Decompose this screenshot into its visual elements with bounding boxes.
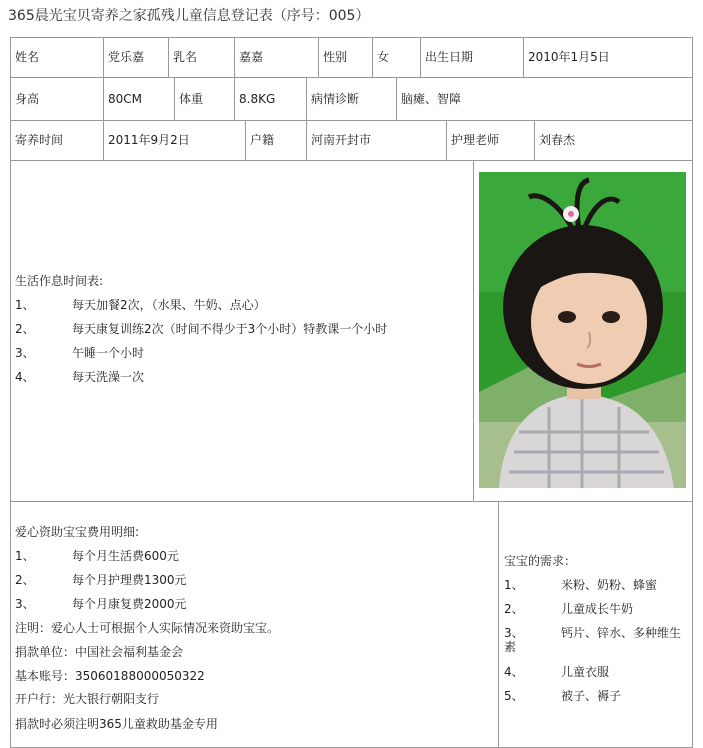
nurse-label: 护理老师: [451, 133, 500, 147]
bank-name: 开户行：光大银行朝阳支行: [15, 692, 160, 706]
weight-label: 体重: [179, 91, 204, 106]
list-text: 午睡一个小时: [72, 346, 145, 360]
list-text: 米粉、奶粉、蜂蜜: [561, 578, 658, 592]
list-number: 1、: [15, 549, 35, 563]
birth-date-label: 出生日期: [425, 50, 474, 64]
diagnosis-label: 病情诊断: [311, 91, 360, 106]
name-label: 姓名: [15, 50, 40, 64]
list-number: 2、: [15, 322, 35, 336]
nurse-value: 刘春杰: [539, 133, 576, 147]
list-text: 被子、褥子: [561, 689, 622, 703]
list-text: 每天洗澡一次: [72, 370, 145, 384]
nickname-label: 乳名: [173, 50, 198, 64]
list-number: 4、: [15, 370, 35, 384]
schedule-list: [15, 298, 465, 394]
weight-value: 8.8KG: [239, 91, 276, 106]
list-number: 4、: [504, 665, 524, 679]
list-number: 2、: [15, 573, 35, 587]
donation-recipient: 捐款单位：中国社会福利基金会: [15, 645, 184, 659]
list-number: 3、: [15, 346, 35, 360]
foster-date-value: 2011年9月2日: [108, 133, 190, 147]
funding-list: [15, 549, 485, 621]
funding-note: 注明：爱心人士可根据个人实际情况来资助宝宝。: [15, 621, 280, 635]
list-number: 3、: [504, 626, 524, 640]
nickname-value: 嘉嘉: [239, 50, 264, 64]
list-number: 5、: [504, 689, 524, 703]
list-text: 每天康复训练2次（时间不得少于3个小时）特教课一个小时: [72, 322, 388, 336]
height-label: 身高: [15, 91, 40, 106]
needs-list: [504, 578, 689, 708]
page-title: 365晨光宝贝寄养之家孤残儿童信息登记表（序号：005）: [8, 8, 370, 24]
list-text: 儿童成长牛奶: [561, 602, 634, 616]
list-text: 每个月护理费1300元: [72, 573, 187, 587]
list-text: 每个月生活费600元: [72, 549, 179, 563]
child-portrait-illustration: [479, 172, 686, 488]
schedule-heading: 生活作息时间表:: [15, 274, 104, 288]
bank-account-number: 基本账号：35060188000050322: [15, 669, 205, 683]
name-value: 党乐嘉: [108, 50, 145, 64]
list-number: 3、: [15, 597, 35, 611]
donation-remark: 捐款时必须注明365儿童救助基金专用: [15, 717, 218, 731]
list-text-wrap: 素: [504, 640, 517, 654]
list-text: 钙片、锌水、多种维生: [561, 626, 682, 640]
household-value: 河南开封市: [311, 133, 372, 147]
list-number: 1、: [504, 578, 524, 592]
list-number: 1、: [15, 298, 35, 312]
child-photo: [479, 172, 686, 488]
list-text: 每天加餐2次，（水果、牛奶、点心）: [72, 298, 266, 312]
diagnosis-value: 脑瘫、智障: [401, 91, 462, 106]
gender-value: 女: [377, 50, 390, 64]
list-text: 每个月康复费2000元: [72, 597, 187, 611]
height-value: 80CM: [108, 91, 143, 106]
gender-label: 性别: [323, 50, 348, 64]
list-number: 2、: [504, 602, 524, 616]
needs-heading: 宝宝的需求：: [504, 554, 577, 568]
funding-heading: 爱心资助宝宝费用明细:: [15, 525, 140, 539]
household-label: 户籍: [250, 133, 275, 147]
list-text: 儿童衣服: [561, 665, 610, 679]
birth-date-value: 2010年1月5日: [528, 50, 610, 64]
foster-date-label: 寄养时间: [15, 133, 64, 147]
